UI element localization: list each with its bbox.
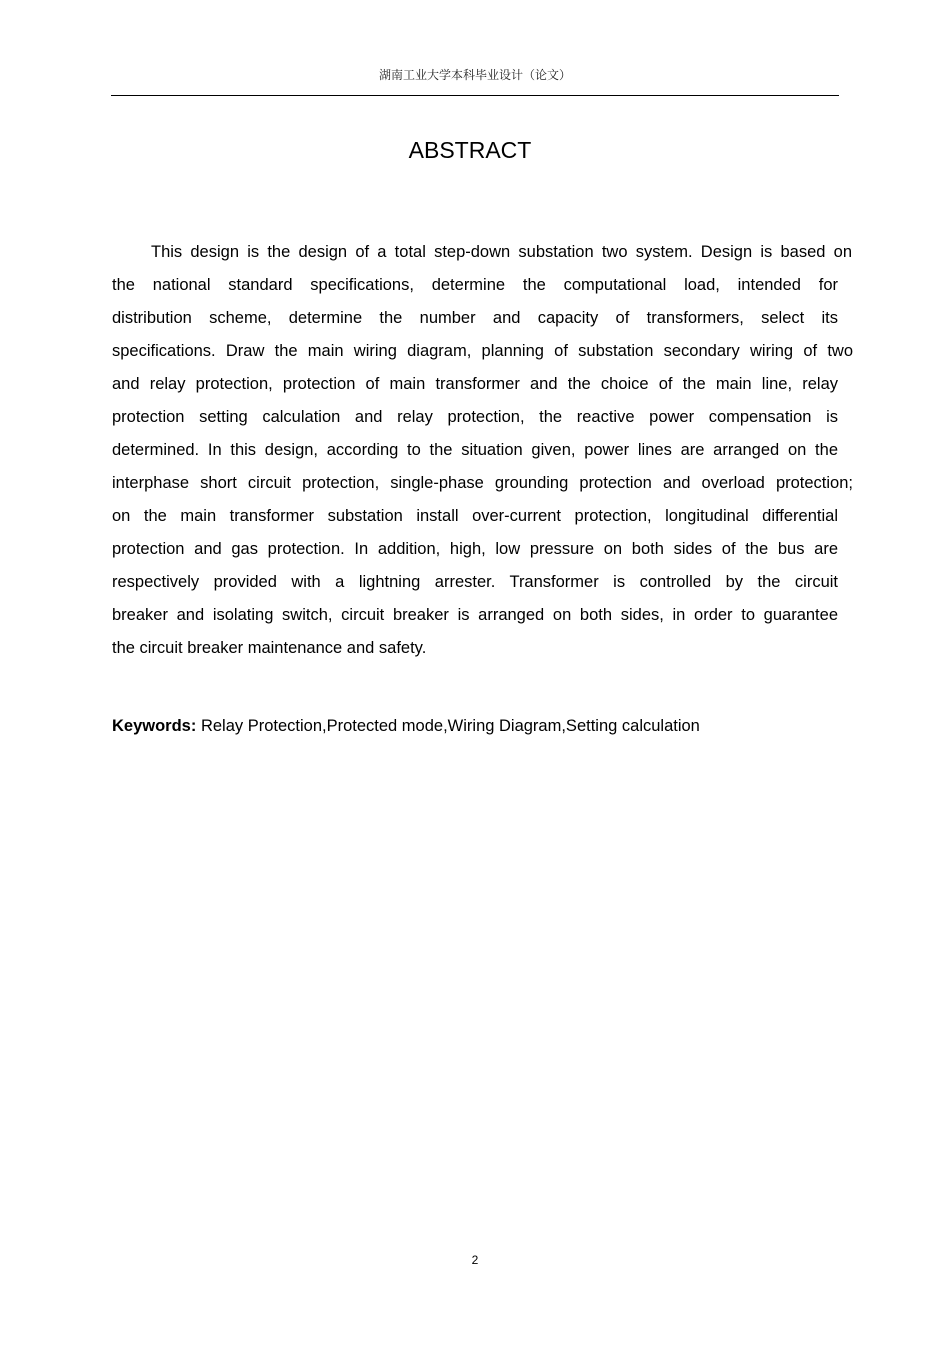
abstract-line: protection setting calculation and relay protection, the reactive power compensation is: [112, 408, 838, 426]
abstract-line: This design is the design of a total step-down substation two system. Design is based on: [151, 243, 852, 261]
abstract-line: the circuit breaker maintenance and safety.: [112, 639, 427, 657]
keywords-text: Relay Protection,Protected mode,Wiring Diagram,Setting calculation: [200, 717, 700, 735]
abstract-title: ABSTRACT: [408, 137, 532, 163]
abstract-line: on the main transformer substation install over-current protection, longitudinal differential: [112, 507, 838, 525]
header-rule: [111, 95, 839, 96]
abstract-body: [112, 236, 853, 665]
running-header: 湖南工业大学本科毕业设计（论文）: [378, 68, 571, 82]
abstract-line: distribution scheme, determine the number and capacity of transformers, select its: [112, 309, 838, 327]
keywords: [112, 713, 838, 739]
abstract-line: determined. In this design, according to the situation given, power lines are arranged on the: [112, 441, 838, 459]
abstract-line: breaker and isolating switch, circuit breaker is arranged on both sides, in order to guarantee: [112, 606, 838, 624]
abstract-line: interphase short circuit protection, single-phase grounding protection and overload protection;: [112, 474, 853, 492]
abstract-line: protection and gas protection. In addition, high, low pressure on both sides of the bus are: [112, 540, 838, 558]
keywords-label: Keywords:: [112, 717, 197, 735]
abstract-line: respectively provided with a lightning arrester. Transformer is controlled by the circuit: [112, 573, 838, 591]
abstract-line: and relay protection, protection of main transformer and the choice of the main line, relay: [112, 375, 838, 393]
abstract-line: specifications. Draw the main wiring diagram, planning of substation secondary wiring of two: [112, 342, 853, 360]
abstract-line: the national standard specifications, determine the computational load, intended for: [112, 276, 838, 294]
page-number: 2: [471, 1253, 479, 1267]
